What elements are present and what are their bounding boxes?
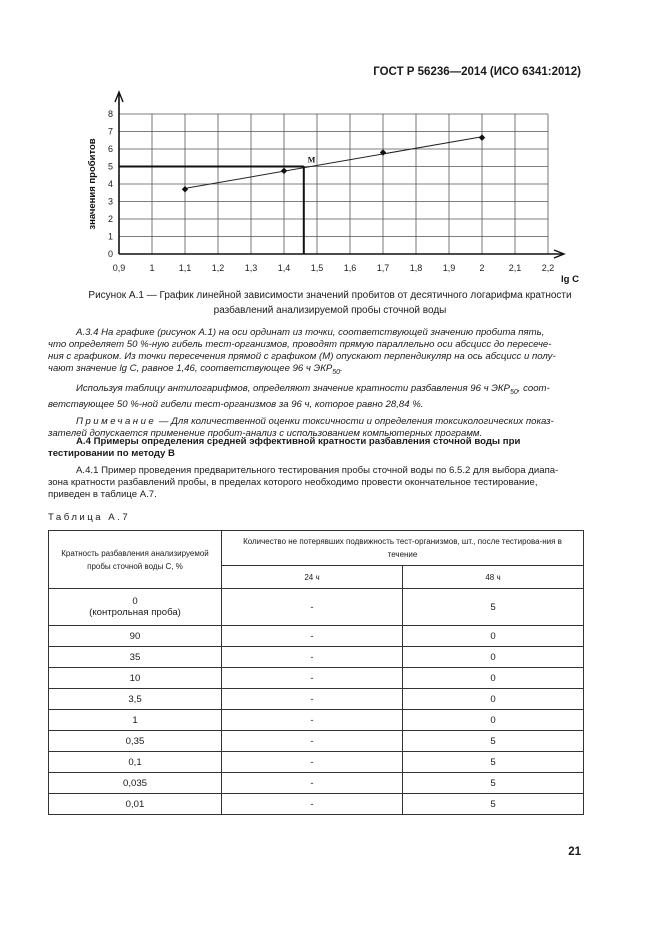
col-dilution-header: Кратность разбавления анализируемой пробы сточной воды С, % <box>49 531 222 589</box>
note-line-1 <box>48 416 584 428</box>
x-tick-label: 1,6 <box>343 263 357 273</box>
cell-dilution: 35 <box>49 647 222 668</box>
antilog-text: Используя таблицу антилогарифмов, определяют значение кратности разбавления 96 ч ЭКР <box>76 382 510 394</box>
x-tick-label: 1 <box>149 263 155 273</box>
table-row <box>49 647 584 668</box>
x-tick-label: 1,7 <box>376 263 390 273</box>
cell-24h: - <box>222 794 403 815</box>
document-header: ГОСТ Р 56236—2014 (ИСО 6341:2012) <box>373 66 581 78</box>
cell-dilution <box>49 589 222 626</box>
cell-48h: 5 <box>402 773 583 794</box>
table-title: Таблица А.7 <box>48 512 131 523</box>
a34-line-4 <box>48 363 584 379</box>
data-point <box>281 168 287 174</box>
table-body <box>49 589 584 815</box>
antilog-sub-50: 50 <box>509 388 518 396</box>
x-tick-label: 1,1 <box>178 263 192 273</box>
paragraph-a41 <box>48 465 584 501</box>
a34-table-para <box>48 383 584 399</box>
x-tick-label: 2,1 <box>508 263 522 273</box>
x-tick-label: 2,2 <box>541 263 555 273</box>
table-row <box>49 731 584 752</box>
cell-48h: 0 <box>402 710 583 731</box>
x-tick-label: 1,2 <box>211 263 225 273</box>
section-a4-line-1: А.4 Примеры определения средней эффективной кратности разбавления сточной воды при <box>76 436 521 447</box>
cell-48h: 0 <box>402 668 583 689</box>
marker-label-m: M <box>307 155 316 165</box>
cell-dilution: 10 <box>49 668 222 689</box>
paragraph-a34 <box>48 327 584 440</box>
a34-line-1: А.3.4 На графике (рисунок А.1) на оси ординат из точки, соответствующей значению пробита пять, <box>76 327 545 338</box>
a34-line-2: что определяет 50 %-ную гибель тест-организмов, проводят прямую параллельно оси абсцисс до пересече- <box>48 339 552 350</box>
a34-line-4-text: чают значение lg C, равное 1,46, соответствующее 96 ч ЭКР <box>48 363 333 374</box>
cell-24h: - <box>222 710 403 731</box>
cell-dilution: 0,035 <box>49 773 222 794</box>
x-tick-label: 2 <box>479 263 485 273</box>
cell-24h: - <box>222 773 403 794</box>
table-row <box>49 668 584 689</box>
y-tick-label: 1 <box>107 231 113 242</box>
y-tick-label: 6 <box>107 144 113 154</box>
cell-24h: - <box>222 647 403 668</box>
cell-24h: - <box>222 752 403 773</box>
table-row <box>49 752 584 773</box>
section-a4-line-2: тестировании по методу В <box>48 448 175 459</box>
a34-line-3: ния с графиком. Из точки пересечения прямой с графиком (М) опускают перпендикуляр на ось абсцисс и полу- <box>48 351 556 362</box>
y-tick-label: 7 <box>107 126 113 137</box>
caption-line-2: разбавлений анализируемой пробы сточной воды <box>213 305 447 316</box>
cell-48h: 5 <box>402 794 583 815</box>
x-tick-label: 1,8 <box>409 263 423 273</box>
table-row <box>49 710 584 731</box>
cell-24h: - <box>222 731 403 752</box>
table-row <box>49 589 584 626</box>
section-a4-heading <box>48 436 584 460</box>
col-48h-header: 48 ч <box>402 566 583 589</box>
y-axis-label: значения пробитов <box>87 138 98 230</box>
y-tick-label: 8 <box>107 109 113 119</box>
note-label: Примечание <box>76 415 157 427</box>
x-tick-label: 1,4 <box>277 263 291 273</box>
cell-24h: - <box>222 668 403 689</box>
cell-dilution: 0,01 <box>49 794 222 815</box>
table-row <box>49 794 584 815</box>
cell-48h: 5 <box>402 752 583 773</box>
table-row <box>49 773 584 794</box>
cell-48h: 0 <box>402 626 583 647</box>
cell-dilution: 0,35 <box>49 731 222 752</box>
cell-dilution: 1 <box>49 710 222 731</box>
y-tick-label: 5 <box>107 161 113 172</box>
probit-chart <box>0 0 661 300</box>
regression-line <box>185 137 482 189</box>
table-a7 <box>48 530 584 815</box>
a41-line-2: зона кратности разбавлений пробы, в пределах которого необходимо провести окончательное тестирование, <box>48 477 538 488</box>
figure-caption <box>48 288 612 318</box>
cell-dilution-note: (контрольная проба) <box>89 607 181 618</box>
cell-dilution-value: 0 <box>132 596 138 607</box>
antilog-text-end: , соот- <box>517 382 550 394</box>
y-tick-label: 2 <box>107 214 113 224</box>
a34-sub-50: 50 <box>332 368 341 376</box>
x-tick-label: 1,9 <box>442 263 456 273</box>
cell-24h: - <box>222 626 403 647</box>
x-tick-label: 0,9 <box>112 263 126 273</box>
table-row <box>49 626 584 647</box>
caption-line-1: Рисунок А.1 — График линейной зависимости значений пробитов от десятичного логарифма кратности <box>88 290 572 301</box>
data-point <box>182 186 188 192</box>
y-tick-label: 0 <box>107 249 113 259</box>
x-tick-label: 1,3 <box>244 263 258 273</box>
cell-48h: 0 <box>402 689 583 710</box>
col-count-header: Количество не потерявших подвижность тест-организмов, шт., после тестирова-ния в течение <box>222 531 584 566</box>
note-line-2: зателей допускается применение пробит-анализ с использованием компьютерных программ. <box>48 427 483 439</box>
x-tick-label: 1,5 <box>310 263 324 273</box>
cell-24h: - <box>222 689 403 710</box>
cell-48h: 5 <box>402 731 583 752</box>
cell-48h: 0 <box>402 647 583 668</box>
table-row <box>49 689 584 710</box>
a41-line-3: приведен в таблице А.7. <box>48 489 157 500</box>
cell-dilution: 90 <box>49 626 222 647</box>
data-point <box>479 134 485 140</box>
cell-dilution: 3,5 <box>49 689 222 710</box>
a41-line-1: А.4.1 Пример проведения предварительного тестирования пробы сточной воды по 6.5.2 для выбора диапа- <box>76 465 559 476</box>
col-24h-header: 24 ч <box>222 566 403 589</box>
page-number: 21 <box>568 846 581 858</box>
cell-48h: 5 <box>402 589 583 626</box>
cell-dilution: 0,1 <box>49 752 222 773</box>
a34-line-4-end: . <box>340 363 343 374</box>
y-tick-label: 3 <box>107 196 113 207</box>
y-tick-label: 4 <box>107 179 113 189</box>
x-axis-label: lg C <box>561 274 579 285</box>
antilog-line-2: ветствующее 50 %-ной гибели тест-организмов за 96 ч, которое равно 28,84 %. <box>48 398 424 410</box>
cell-24h: - <box>222 589 403 626</box>
note-text: — Для количественной оценки токсичности и определения токсикологических показ- <box>156 415 554 427</box>
